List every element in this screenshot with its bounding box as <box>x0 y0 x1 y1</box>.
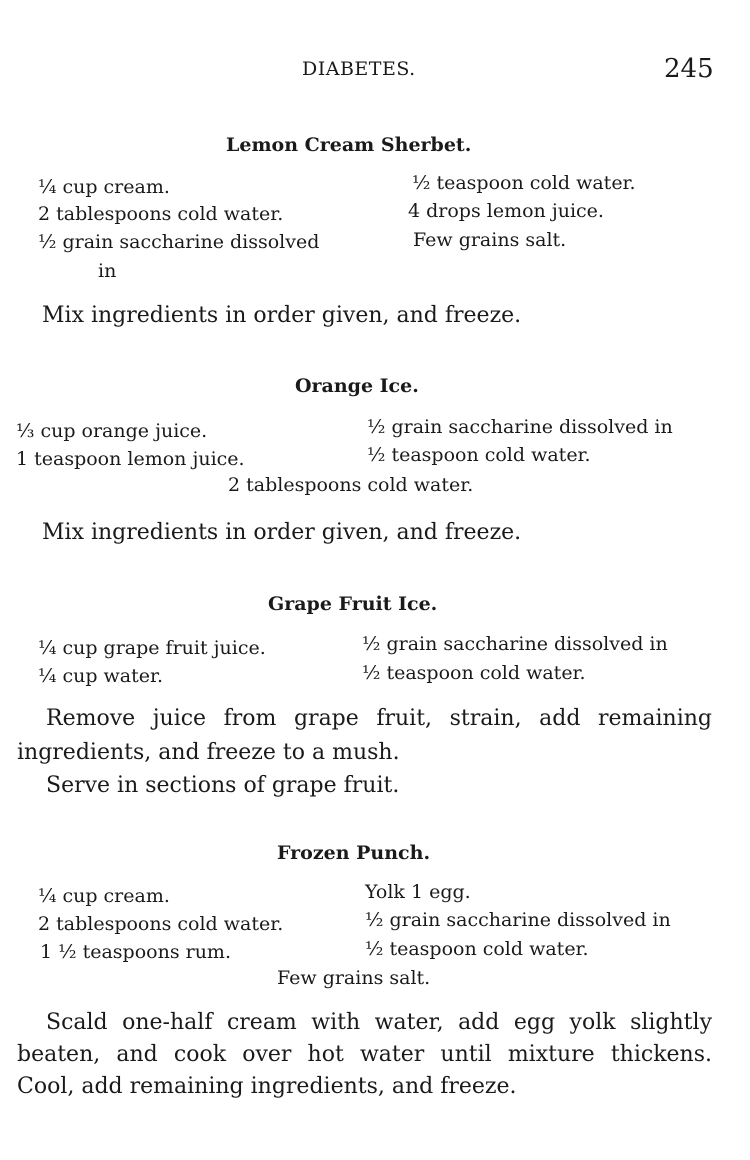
recipe-title-grape-fruit-ice: Grape Fruit Ice. <box>268 593 438 615</box>
ingredient: 1 ½ teaspoons rum. <box>40 941 231 963</box>
method-paragraph: Cool, add remaining ingredients, and freeze. <box>17 1074 517 1099</box>
recipe-title-orange-ice: Orange Ice. <box>295 375 419 397</box>
ingredient: Yolk 1 egg. <box>365 881 471 903</box>
ingredient: ½ teaspoon cold water. <box>365 938 589 960</box>
ingredient: 2 tablespoons cold water. <box>228 474 474 496</box>
method-paragraph: Remove juice from grape fruit, strain, add remaining <box>46 706 712 731</box>
ingredient: ½ grain saccharine dissolved <box>38 231 320 253</box>
method-paragraph: beaten, and cook over hot water until mixture thickens. <box>17 1042 712 1067</box>
ingredient: ¼ cup water. <box>38 665 164 687</box>
ingredient: ½ grain saccharine dissolved in <box>365 909 671 931</box>
ingredient: ⅓ cup orange juice. <box>16 420 208 442</box>
method-paragraph: Serve in sections of grape fruit. <box>46 773 400 798</box>
ingredient: 1 teaspoon lemon juice. <box>16 448 245 470</box>
recipe-title-frozen-punch: Frozen Punch. <box>277 842 431 864</box>
page-number: 245 <box>664 54 714 84</box>
method-paragraph: Mix ingredients in order given, and freeze. <box>42 520 522 545</box>
ingredient: Few grains salt. <box>413 229 567 251</box>
ingredient: 2 tablespoons cold water. <box>38 203 284 225</box>
ingredient: ½ grain saccharine dissolved in <box>362 633 668 655</box>
ingredient: ½ grain saccharine dissolved in <box>367 416 673 438</box>
ingredient: 4 drops lemon juice. <box>408 200 604 222</box>
recipe-title-lemon-cream-sherbet: Lemon Cream Sherbet. <box>226 134 472 156</box>
running-title: DIABETES. <box>302 58 416 80</box>
ingredient: ½ teaspoon cold water. <box>362 662 586 684</box>
ingredient: Few grains salt. <box>277 967 431 989</box>
ingredient: ¼ cup cream. <box>38 176 170 198</box>
ingredient: ½ teaspoon cold water. <box>367 444 591 466</box>
ingredient: in <box>98 260 117 282</box>
ingredient: ½ teaspoon cold water. <box>412 172 636 194</box>
ingredient: ¼ cup grape fruit juice. <box>38 637 266 659</box>
ingredient: 2 tablespoons cold water. <box>38 913 284 935</box>
method-paragraph: Mix ingredients in order given, and freeze. <box>42 303 522 328</box>
method-paragraph: Scald one-half cream with water, add egg yolk slightly <box>46 1010 712 1035</box>
method-paragraph: ingredients, and freeze to a mush. <box>17 740 400 765</box>
ingredient: ¼ cup cream. <box>38 885 170 907</box>
